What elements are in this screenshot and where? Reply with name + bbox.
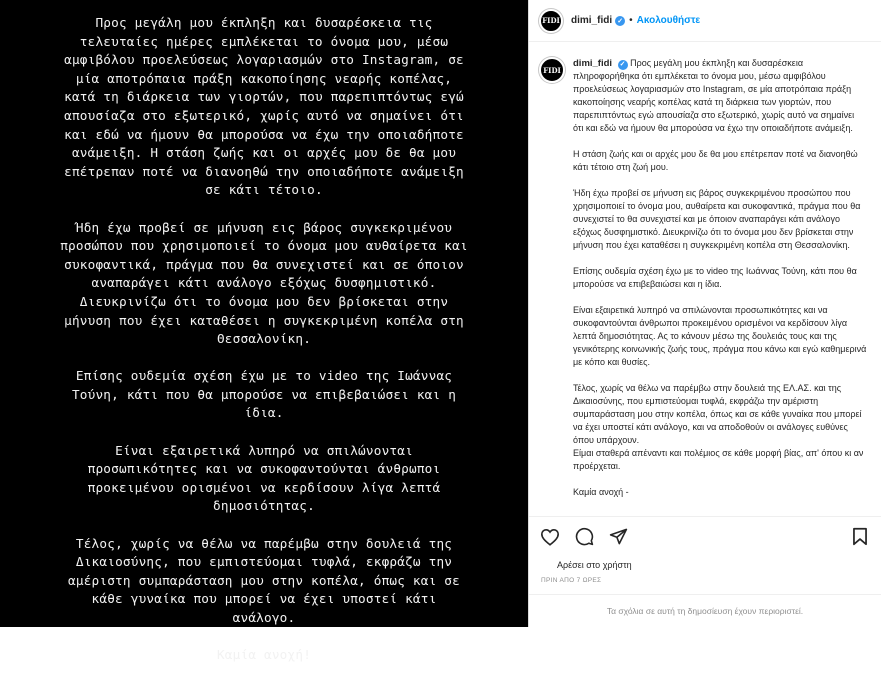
comments-restricted-note: Τα σχόλια σε αυτή τη δημοσίευση έχουν περιοριστεί. — [529, 594, 881, 627]
caption-paragraph: Ήδη έχω προβεί σε μήνυση εις βάρος συγκεκριμένου προσώπου που χρησιμοποιεί το όνομα μου, αυθαίρετα και συκοφαντικά, πράγμα που θα συνεχιστεί το θα συνεχιστεί και με όποιον αναπαράγει κάτι ανάλογο εξόχως δυσφημιστικό. Διευκρινίζω ότι το όνομα μου δεν βρίσκεται στην μήνυση που έχει καταθέσει η συγκεκριμένη κοπέλα στη Θεσσαλονίκη. — [573, 188, 861, 250]
verified-badge-icon: ✓ — [615, 16, 625, 26]
likes-text[interactable]: Αρέσει στο χρήστη — [557, 560, 632, 570]
separator-dot: • — [629, 15, 633, 26]
image-paragraph: Προς μεγάλη μου έκπληξη και δυσαρέσκεια τις τελευταίες ημέρες εμπλέκεται το όνομα μου, μέσω αμφιβόλου προελεύσεως λογαριασμών στο Instagram, σε μία αποτρόπαια πράξη κακοποίησης νεαρής κοπέλας, κατά τη διάρκεια των γιορτών, που παρεπιπτόντως εγώ απουσίαζα στο εξωτερικό, χωρίς αυτό να σημαίνει ότι και εδώ να ήμουν θα μπορούσα να έχω την οποιαδήποτε ανάμειξη. Η στάση ζωής και οι αρχές μου δε θα μου επέτρεπαν ποτέ να διανοηθώ την οποιαδήποτε ανάμειξη σε κάτι τέτοιο. — [64, 15, 464, 198]
share-icon[interactable] — [607, 526, 629, 548]
post-timestamp[interactable]: ΠΡΙΝ ΑΠΟ 7 ΩΡΕΣ — [541, 577, 602, 584]
caption-paragraph: Η στάση ζωής και οι αρχές μου δε θα μου επέτρεπαν ποτέ να διανοηθώ κάτι τέτοιο στη ζωή μου. — [573, 149, 858, 172]
header-username[interactable]: dimi_fidi — [571, 15, 613, 26]
caption-first — [573, 57, 867, 135]
caption-area[interactable] — [529, 43, 881, 511]
bookmark-icon[interactable] — [849, 526, 871, 548]
post-image-text — [16, 14, 512, 683]
caption-body — [573, 57, 867, 511]
comment-icon[interactable] — [573, 526, 595, 548]
caption-paragraph: Καμία ανοχή - — [573, 487, 629, 497]
post-side-panel — [528, 0, 880, 627]
actions-bar — [529, 516, 881, 556]
caption-paragraph: Επίσης ουδεμία σχέση έχω με το video της Ιωάννας Τούνη, κάτι που θα μπορούσε να επιβεβαιώσει και η ίδια. — [573, 266, 857, 289]
caption-first-text: Προς μεγάλη μου έκπληξη και δυσαρέσκεια πληροφορήθηκα ότι εμπλέκεται το όνομα μου, μέσω αμφιβόλου προελεύσεως λογαριασμών στο Instagram, σε μία αποτρόπαια πράξη κακοποίησης νεαρής κοπέλας κατά τη διάρκεια των γιορτών, που παρεπιπτόντως εγώ απουσίαζα στο εξωτερικό, χωρίς αυτό να σημαίνει ότι και εδώ να ήμουν θα μπορούσα να έχω την οποιαδήποτε ανάμειξη. — [573, 58, 855, 133]
image-paragraph: Τέλος, χωρίς να θέλω να παρέμβω στην δουλειά της Δικαιοσύνης, που εμπιστεύομαι τυφλά, εκφράζω την αμέριστη συμπαράσταση μου στην κοπέλα, όπως και σε κάθε γυναίκα που μπορεί να έχει υποστεί κάτι ανάλογο. — [68, 535, 460, 625]
follow-button[interactable]: Ακολουθήστε — [636, 15, 701, 26]
caption-paragraph: Είναι εξαιρετικά λυπηρό να σπιλώνονται προσωπικότητες και να συκοφαντούνται άνθρωποι προκειμένου ορισμένοι να κερδίσουν λίγα λεπτά δημοσιότητας. Ας το κάνουν μέσω της δουλειάς τους και της γενικότερης κοινωνικής ζωής τους, πράγμα που κάνω και εγώ καθημερινά με κόπο και θυσίες. — [573, 305, 867, 367]
caption-paragraph: Τέλος, χωρίς να θέλω να παρέμβω στην δουλειά της ΕΛ.ΑΣ. και της Δικαιοσύνης, που εμπιστεύομαι τυφλά, εκφράζω την αμέριστη συμπαράσταση μου στην κοπέλα, όπως και σε κάθε γυναίκα που μπορεί να έχει υποστεί κάτι ανάλογο, και να αποδοθούν οι ανάλογες ευθύνες όπου υπάρχουν. Είμαι σταθερά απέναντι και πολέμιος σε κάθε μορφή βίας, απ' όπου κι αν προέρχεται. — [573, 383, 864, 471]
post-header — [529, 0, 881, 42]
caption-avatar[interactable]: FIDI — [539, 57, 565, 83]
caption-username[interactable]: dimi_fidi — [573, 58, 613, 69]
image-paragraph: Ήδη έχω προβεί σε μήνυση εις βάρος συγκεκριμένου προσώπου που χρησιμοποιεί το όνομα μου αυθαίρετα και συκοφαντικά, πράγμα που θα συνεχιστεί και σε όποιον αναπαράγει κάτι ανάλογο εξόχως δυσφημιστικό. Διευκρινίζω ότι το όνομα μου δεν βρίσκεται στην μήνυση που έχει καταθέσει η συγκεκριμένη κοπέλα στη Θεσσαλονίκη. — [60, 219, 468, 347]
avatar[interactable]: FIDI — [539, 9, 563, 33]
image-paragraph: Επίσης ουδεμία σχέση έχω με το video της Ιωάννας Τούνη, κάτι που θα μπορούσε να επιβεβαιώσει και η ίδια. — [71, 368, 457, 421]
image-paragraph: Καμία ανοχή! — [216, 647, 312, 663]
image-paragraph: Είναι εξαιρετικά λυπηρό να σπιλώνονται προσωπικότητες και να συκοφαντούνται άνθρωποι προκειμένου ορισμένοι να κερδίσουν λίγα λεπτά δημοσιότητας. — [87, 442, 441, 514]
verified-badge-icon: ✓ — [618, 60, 628, 70]
heart-icon[interactable] — [539, 526, 561, 548]
